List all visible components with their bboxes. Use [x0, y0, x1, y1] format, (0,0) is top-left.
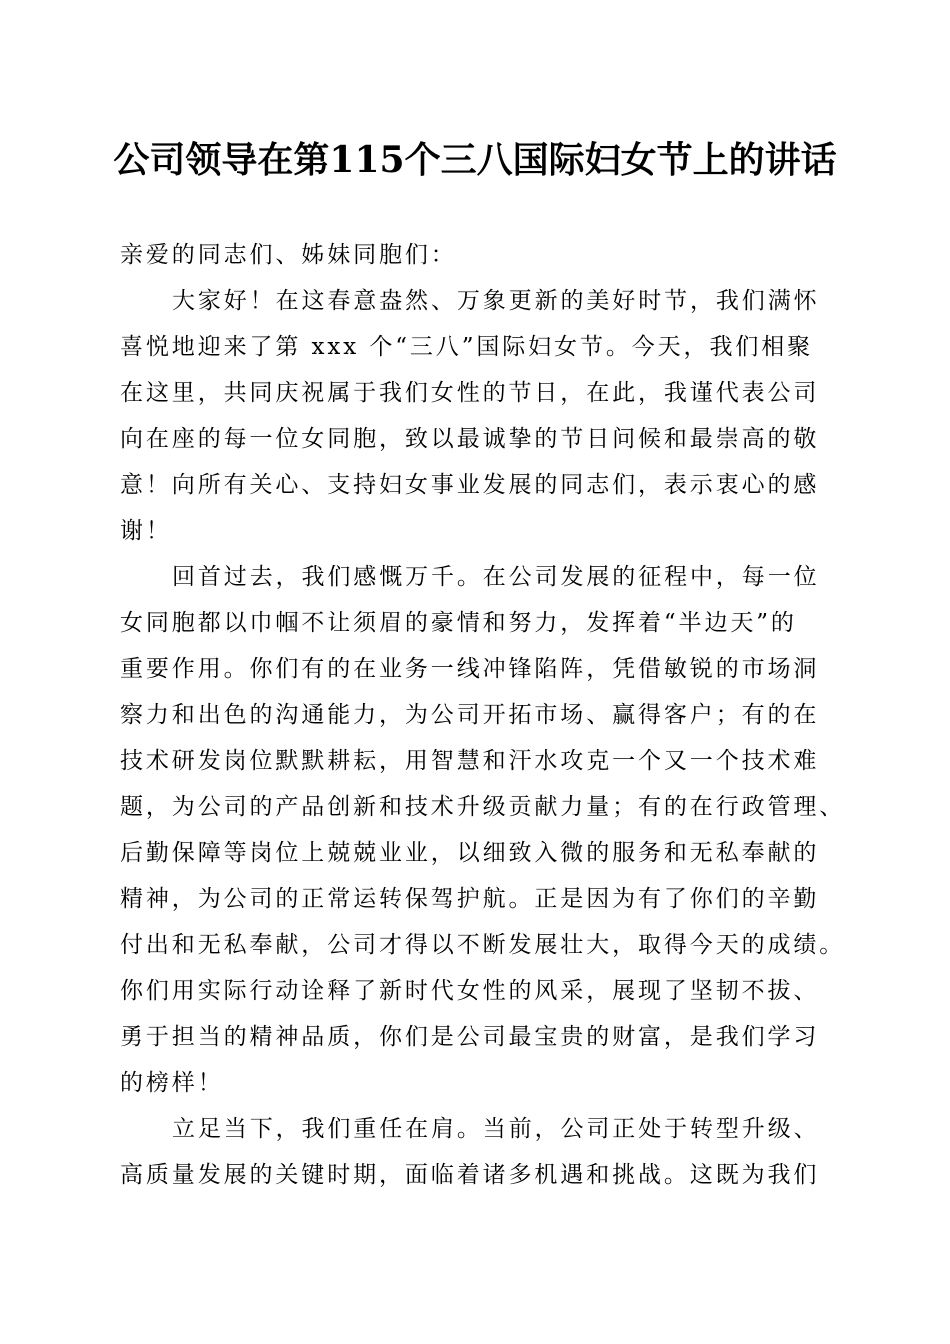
- text-line: 喜悦地迎来了第 xxx 个“三八”国际妇女节。今天，我们相聚: [120, 334, 814, 360]
- text-line: 向在座的每一位女同胞，致以最诚挚的节日问候和最崇高的敬: [120, 426, 820, 452]
- text-line: 精神，为公司的正常运转保驾护航。正是因为有了你们的辛勤: [120, 886, 820, 912]
- text-line: 大家好！在这春意盎然、万象更新的美好时节，我们满怀: [172, 288, 820, 314]
- text-line: 你们用实际行动诠释了新时代女性的风采，展现了坚韧不拔、: [120, 978, 820, 1004]
- speech-title: 公司领导在第115个三八国际妇女节上的讲话: [113, 139, 837, 181]
- text-line: 亲爱的同志们、姊妹同胞们：: [120, 242, 457, 268]
- text-line: 题，为公司的产品创新和技术升级贡献力量；有的在行政管理、: [120, 794, 846, 820]
- text-line: 勇于担当的精神品质，你们是公司最宝贵的财富，是我们学习: [120, 1024, 820, 1050]
- text-line: 回首过去，我们感慨万千。在公司发展的征程中，每一位: [172, 564, 820, 590]
- text-line: 的榜样！: [120, 1070, 224, 1096]
- text-line: 重要作用。你们有的在业务一线冲锋陷阵，凭借敏锐的市场洞: [120, 656, 820, 682]
- text-line: 后勤保障等岗位上兢兢业业，以细致入微的服务和无私奉献的: [120, 840, 820, 866]
- text-line: 在这里，共同庆祝属于我们女性的节日，在此，我谨代表公司: [120, 380, 820, 406]
- text-line: 谢！: [120, 518, 172, 544]
- speech-body: [120, 232, 844, 1198]
- text-line: 意！向所有关心、支持妇女事业发展的同志们，表示衷心的感: [120, 472, 820, 498]
- text-line: 付出和无私奉献，公司才得以不断发展壮大，取得今天的成绩。: [120, 932, 846, 958]
- text-line: 技术研发岗位默默耕耘，用智慧和汗水攻克一个又一个技术难: [120, 748, 820, 774]
- text-line: 女同胞都以巾帼不让须眉的豪情和努力，发挥着“半边天”的: [120, 610, 797, 636]
- text-line: 察力和出色的沟通能力，为公司开拓市场、赢得客户；有的在: [120, 702, 820, 728]
- text-line: 立足当下，我们重任在肩。当前，公司正处于转型升级、: [172, 1116, 820, 1142]
- text-line: 高质量发展的关键时期，面临着诸多机遇和挑战。这既为我们: [120, 1162, 820, 1188]
